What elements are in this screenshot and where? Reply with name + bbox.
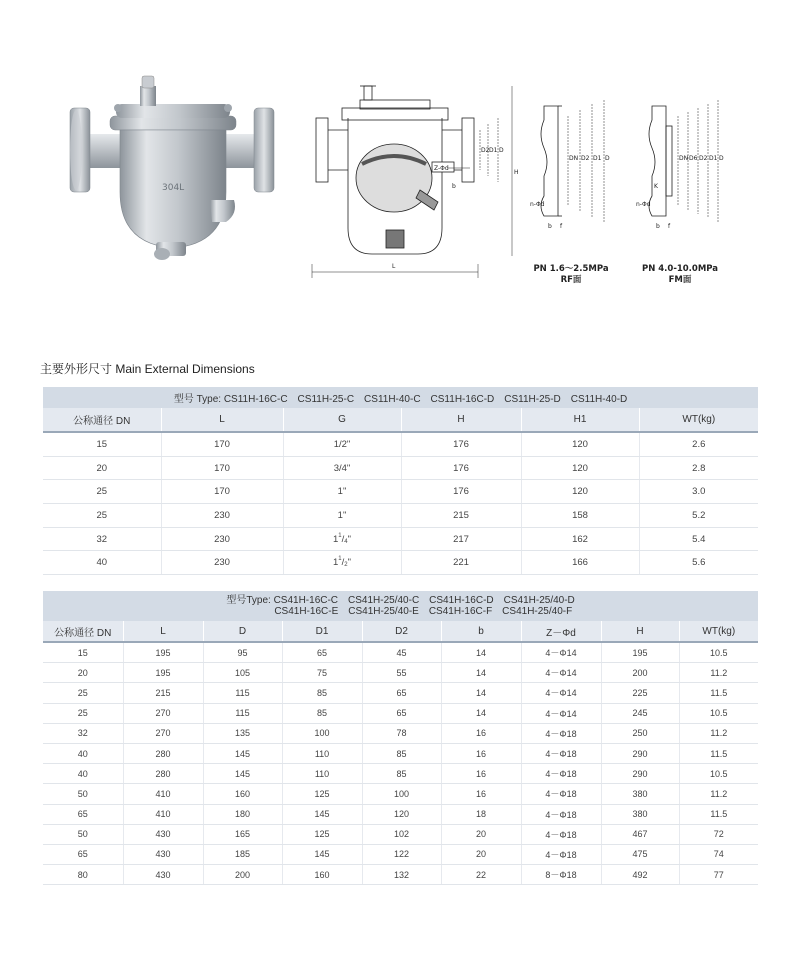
fm-pressure-text: PN 4.0-10.0MPa — [641, 264, 719, 274]
dimensions-table-cs11h — [43, 387, 758, 575]
table2-row — [43, 683, 758, 703]
table1-cell-l: 230 — [161, 551, 283, 575]
g-denominator: 2 — [344, 562, 348, 569]
table1-cell-dn: 40 — [43, 551, 161, 575]
table1-row — [43, 456, 758, 480]
rf-label-dn: DN — [569, 155, 579, 162]
table2-cell-d: 115 — [203, 683, 282, 703]
table2-model-line2: CS41H-16C-E CS41H-25/40-E CS41H-16C-F CS41H-25/40-F — [274, 606, 573, 617]
table2-cell-wt: 77 — [679, 865, 758, 885]
fm-caption — [634, 264, 726, 286]
table2-row — [43, 844, 758, 864]
table2-cell-d2: 65 — [362, 703, 441, 723]
table2-cell-dn: 65 — [43, 804, 123, 824]
table2-cell-d1: 75 — [282, 663, 362, 683]
table2-cell-d: 135 — [203, 723, 282, 743]
table2-cell-wt: 11.5 — [679, 683, 758, 703]
table2-header-d1: D1 — [282, 621, 362, 642]
g-fraction-slash: / — [341, 533, 345, 545]
table2-cell-h: 250 — [601, 723, 679, 743]
rf-label-d2: D2 — [581, 155, 590, 162]
table2-header-wt: WT(kg) — [679, 621, 758, 642]
g-fraction-slash: / — [341, 557, 345, 569]
table2-cell-d1: 145 — [282, 844, 362, 864]
table2-cell-d2: 85 — [362, 743, 441, 763]
rf-label-d: D — [605, 155, 610, 162]
fm-label-d2: D2 — [699, 155, 708, 162]
table1-cell-dn: 32 — [43, 527, 161, 551]
table1-header-dn: 公称通径 DN — [43, 408, 161, 432]
flange-fm-detail — [632, 96, 732, 256]
rf-label-nphid: n-Φd — [530, 201, 545, 208]
table2-cell-zphid: 4－Φ18 — [521, 764, 601, 784]
table2-cell-l: 270 — [123, 723, 203, 743]
g-whole-part: 1 — [333, 557, 339, 569]
table2-cell-l: 430 — [123, 824, 203, 844]
table1-cell-wt: 2.8 — [639, 456, 758, 480]
table2-cell-dn: 40 — [43, 743, 123, 763]
table1-row — [43, 527, 758, 551]
table2-cell-d: 115 — [203, 703, 282, 723]
table2-header-dn: 公称通径 DN — [43, 621, 123, 642]
table1-cell-l: 170 — [161, 456, 283, 480]
table2-cell-zphid: 8－Φ18 — [521, 865, 601, 885]
table1-cell-wt: 5.4 — [639, 527, 758, 551]
fm-face-text: FM面 — [668, 275, 692, 285]
table2-cell-wt: 11.2 — [679, 723, 758, 743]
dim-label-b: b — [452, 183, 456, 190]
table2-row — [43, 784, 758, 804]
table2-cell-d2: 45 — [362, 642, 441, 663]
table1-cell-h: 221 — [401, 551, 521, 575]
table2-cell-dn: 32 — [43, 723, 123, 743]
table2-cell-dn: 50 — [43, 824, 123, 844]
table2-cell-d: 200 — [203, 865, 282, 885]
table2-cell-zphid: 4－Φ14 — [521, 642, 601, 663]
table2-row — [43, 865, 758, 885]
table2-cell-wt: 10.5 — [679, 642, 758, 663]
table2-cell-h: 475 — [601, 844, 679, 864]
table2-cell-wt: 11.2 — [679, 663, 758, 683]
table2-cell-dn: 15 — [43, 642, 123, 663]
table1-cell-wt: 5.2 — [639, 504, 758, 528]
table2-cell-d: 165 — [203, 824, 282, 844]
table1-cell-l: 230 — [161, 527, 283, 551]
table2-row — [43, 804, 758, 824]
table2-cell-zphid: 4－Φ14 — [521, 703, 601, 723]
table1-header-h1: H1 — [521, 408, 639, 432]
fm-label-f: f — [668, 223, 671, 230]
dim-label-d: D — [499, 147, 504, 154]
table2-cell-d1: 110 — [282, 743, 362, 763]
table2-cell-d1: 85 — [282, 683, 362, 703]
table2-cell-l: 280 — [123, 743, 203, 763]
table2-cell-b: 14 — [441, 703, 521, 723]
rf-caption — [528, 264, 614, 286]
product-photo — [62, 72, 284, 268]
dim-label-d1: D1 — [489, 147, 498, 154]
table2-cell-b: 20 — [441, 844, 521, 864]
rf-pressure-text: PN 1.6～2.5MPa — [533, 264, 609, 274]
table1-row — [43, 432, 758, 456]
table2-cell-zphid: 4－Φ18 — [521, 784, 601, 804]
g-denominator: 4 — [344, 538, 348, 545]
table2-cell-wt: 72 — [679, 824, 758, 844]
g-whole-part: 1 — [333, 533, 339, 545]
table2-cell-l: 280 — [123, 764, 203, 784]
table1-cell-g — [283, 527, 401, 551]
table1-cell-h1: 120 — [521, 432, 639, 456]
table1-model-header: 型号 Type: CS11H-16C-C CS11H-25-C CS11H-40-C CS11H-16C-D CS11H-25-D CS11H-40-D — [43, 387, 758, 408]
table2-cell-l: 195 — [123, 663, 203, 683]
table2-row — [43, 723, 758, 743]
table1-cell-l: 170 — [161, 432, 283, 456]
table2-cell-zphid: 4－Φ14 — [521, 683, 601, 703]
table2-cell-wt: 74 — [679, 844, 758, 864]
table2-cell-dn: 25 — [43, 683, 123, 703]
table1-cell-dn: 15 — [43, 432, 161, 456]
table1-cell-g: 3/4" — [283, 456, 401, 480]
table1-cell-h: 215 — [401, 504, 521, 528]
table2-cell-d: 105 — [203, 663, 282, 683]
table2-header-b: b — [441, 621, 521, 642]
table2-cell-d: 95 — [203, 642, 282, 663]
table2-cell-h: 200 — [601, 663, 679, 683]
table2-cell-dn: 40 — [43, 764, 123, 784]
table2-cell-b: 14 — [441, 683, 521, 703]
table1-cell-h1: 158 — [521, 504, 639, 528]
table2-cell-dn: 25 — [43, 703, 123, 723]
table2-cell-b: 16 — [441, 784, 521, 804]
table2-cell-zphid: 4－Φ14 — [521, 663, 601, 683]
fm-label-d: D — [719, 155, 724, 162]
table2-cell-b: 18 — [441, 804, 521, 824]
table1-cell-l: 230 — [161, 504, 283, 528]
table1-row — [43, 551, 758, 575]
table2-cell-zphid: 4－Φ18 — [521, 844, 601, 864]
table2-header-d: D — [203, 621, 282, 642]
table2-cell-wt: 10.5 — [679, 764, 758, 784]
table2-cell-d1: 125 — [282, 784, 362, 804]
table2-cell-d2: 100 — [362, 784, 441, 804]
table2-cell-b: 16 — [441, 743, 521, 763]
rf-label-b: b — [548, 223, 552, 230]
fm-label-nphid: n-Φd — [636, 201, 651, 208]
table2-cell-b: 14 — [441, 642, 521, 663]
table2-cell-d2: 122 — [362, 844, 441, 864]
table2-cell-h: 467 — [601, 824, 679, 844]
table2-header-d2: D2 — [362, 621, 441, 642]
table2-cell-d2: 55 — [362, 663, 441, 683]
table2-cell-b: 16 — [441, 764, 521, 784]
table2-cell-wt: 11.5 — [679, 804, 758, 824]
table1-cell-h1: 166 — [521, 551, 639, 575]
table1-cell-h1: 120 — [521, 480, 639, 504]
table2-row — [43, 642, 758, 663]
table1-cell-h1: 162 — [521, 527, 639, 551]
section-title: 主要外形尺寸 Main External Dimensions — [40, 362, 255, 376]
fm-label-k: K — [654, 183, 658, 190]
table2-cell-h: 225 — [601, 683, 679, 703]
table2-cell-d: 160 — [203, 784, 282, 804]
table2-header-zphid: Z－Φd — [521, 621, 601, 642]
fm-label-d1: D1 — [709, 155, 718, 162]
table2-cell-l: 430 — [123, 865, 203, 885]
table1-row — [43, 480, 758, 504]
table2-cell-l: 215 — [123, 683, 203, 703]
table2-cell-dn: 20 — [43, 663, 123, 683]
table2-cell-zphid: 4－Φ18 — [521, 743, 601, 763]
table1-cell-wt: 3.0 — [639, 480, 758, 504]
table2-cell-zphid: 4－Φ18 — [521, 824, 601, 844]
table2-cell-d1: 100 — [282, 723, 362, 743]
table1-cell-dn: 25 — [43, 480, 161, 504]
table2-cell-dn: 80 — [43, 865, 123, 885]
table1-cell-h: 217 — [401, 527, 521, 551]
table2-cell-l: 195 — [123, 642, 203, 663]
table2-cell-d1: 145 — [282, 804, 362, 824]
table2-cell-wt: 11.5 — [679, 743, 758, 763]
table2-model-line1: 型号Type: CS41H-16C-C CS41H-25/40-C CS41H-16C-D CS41H-25/40-D — [226, 595, 575, 606]
table1-header-g: G — [283, 408, 401, 432]
table1-cell-g: 1" — [283, 504, 401, 528]
table2-row — [43, 824, 758, 844]
flange-rf-detail — [528, 96, 618, 256]
dim-label-zphid: Z-Φd — [434, 165, 449, 172]
table2-model-header — [43, 591, 758, 621]
table1-cell-h: 176 — [401, 432, 521, 456]
table2-cell-b: 22 — [441, 865, 521, 885]
table2-cell-l: 410 — [123, 804, 203, 824]
table1-cell-h: 176 — [401, 480, 521, 504]
table2-cell-d: 145 — [203, 743, 282, 763]
table1-column-headers — [43, 408, 758, 432]
table1-cell-wt: 5.6 — [639, 551, 758, 575]
table1-header-l: L — [161, 408, 283, 432]
table2-row — [43, 663, 758, 683]
table2-cell-h: 245 — [601, 703, 679, 723]
table2-cell-h: 380 — [601, 784, 679, 804]
table2-cell-zphid: 4－Φ18 — [521, 804, 601, 824]
table2-cell-d1: 110 — [282, 764, 362, 784]
dim-label-l: L — [392, 263, 396, 270]
fm-label-b: b — [656, 223, 660, 230]
table2-cell-d1: 160 — [282, 865, 362, 885]
table2-cell-d: 180 — [203, 804, 282, 824]
table2-cell-d2: 132 — [362, 865, 441, 885]
table2-row — [43, 743, 758, 763]
table2-cell-d2: 85 — [362, 764, 441, 784]
rf-label-d1: D1 — [593, 155, 602, 162]
table2-header-l: L — [123, 621, 203, 642]
g-numerator: 1 — [338, 556, 342, 563]
table1-cell-g — [283, 551, 401, 575]
table1-cell-dn: 20 — [43, 456, 161, 480]
body-marking-text: 304L — [162, 183, 185, 193]
table2-column-headers — [43, 621, 758, 642]
fm-label-dn: DN — [679, 155, 689, 162]
table2-cell-h: 195 — [601, 642, 679, 663]
table1-cell-g: 1/2" — [283, 432, 401, 456]
table2-cell-dn: 50 — [43, 784, 123, 804]
g-inch-mark: " — [347, 533, 351, 545]
table1-cell-dn: 25 — [43, 504, 161, 528]
rf-label-f: f — [560, 223, 563, 230]
table1-cell-h1: 120 — [521, 456, 639, 480]
table1-header-h: H — [401, 408, 521, 432]
table2-cell-d: 145 — [203, 764, 282, 784]
table1-row — [43, 504, 758, 528]
table2-cell-wt: 11.2 — [679, 784, 758, 804]
dimensions-table-cs41h — [43, 591, 758, 885]
g-numerator: 1 — [338, 532, 342, 539]
fm-label-d6: D6 — [689, 155, 698, 162]
table2-cell-dn: 65 — [43, 844, 123, 864]
cross-section-drawing — [302, 78, 524, 284]
table2-cell-d2: 65 — [362, 683, 441, 703]
table2-cell-h: 290 — [601, 743, 679, 763]
table2-cell-b: 20 — [441, 824, 521, 844]
table2-cell-d2: 78 — [362, 723, 441, 743]
table2-row — [43, 703, 758, 723]
dim-label-h: H — [514, 169, 519, 176]
table2-cell-d1: 65 — [282, 642, 362, 663]
table2-cell-l: 410 — [123, 784, 203, 804]
table2-cell-h: 380 — [601, 804, 679, 824]
table2-cell-h: 290 — [601, 764, 679, 784]
table2-cell-d: 185 — [203, 844, 282, 864]
table1-cell-wt: 2.6 — [639, 432, 758, 456]
table2-row — [43, 764, 758, 784]
table2-cell-wt: 10.5 — [679, 703, 758, 723]
table2-cell-d2: 102 — [362, 824, 441, 844]
table1-cell-h: 176 — [401, 456, 521, 480]
rf-face-text: RF面 — [560, 275, 582, 285]
table2-cell-h: 492 — [601, 865, 679, 885]
table2-cell-d1: 85 — [282, 703, 362, 723]
table2-header-h: H — [601, 621, 679, 642]
table1-cell-g: 1" — [283, 480, 401, 504]
table1-header-wt: WT(kg) — [639, 408, 758, 432]
table2-cell-zphid: 4－Φ18 — [521, 723, 601, 743]
table2-cell-l: 270 — [123, 703, 203, 723]
dim-label-d2: D2 — [481, 147, 490, 154]
table2-cell-d1: 125 — [282, 824, 362, 844]
table2-cell-d2: 120 — [362, 804, 441, 824]
table2-cell-b: 14 — [441, 663, 521, 683]
table1-cell-l: 170 — [161, 480, 283, 504]
table2-cell-l: 430 — [123, 844, 203, 864]
g-inch-mark: " — [347, 557, 351, 569]
table2-cell-b: 16 — [441, 723, 521, 743]
